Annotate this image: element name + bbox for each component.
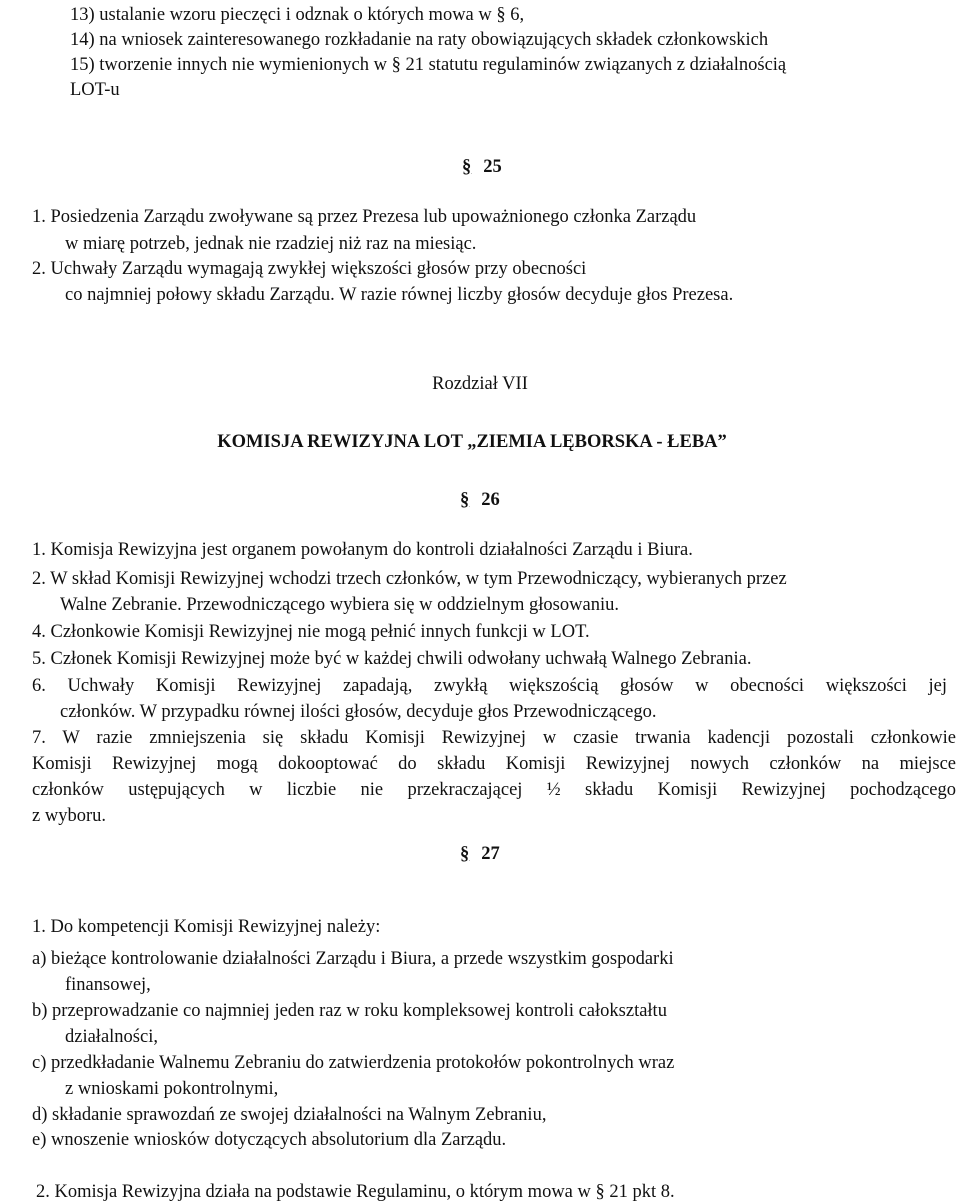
list-item-c-continuation: z wnioskami pokontrolnymi,	[65, 1079, 279, 1099]
paragraph-26-2: 2. W skład Komisji Rewizyjnej wchodzi trzech członków, w tym Przewodniczący, wybieranych przez	[32, 569, 787, 589]
paragraph-26-7-line4: z wyboru.	[32, 806, 106, 826]
section-heading-25	[462, 155, 502, 179]
paragraph-26-1: 1. Komisja Rewizyjna jest organem powołanym do kontroli działalności Zarządu i Biura.	[32, 540, 693, 560]
paragraph-25-1: 1. Posiedzenia Zarządu zwoływane są przez Prezesa lub upoważnionego członka Zarządu	[32, 207, 697, 227]
section-symbol: §	[460, 490, 470, 510]
chapter-title: Rozdział VII	[432, 374, 528, 394]
paragraph-27-intro: 1. Do kompetencji Komisji Rewizyjnej należy:	[32, 917, 381, 937]
paragraph-26-7-line2: Komisji Rewizyjnej mogą dokooptować do składu Komisji Rewizyjnej nowych członków na miejsce	[32, 754, 956, 774]
list-item-14: 14) na wniosek zainteresowanego rozkładanie na raty obowiązujących składek członkowskich	[70, 30, 769, 50]
list-item-13: 13) ustalanie wzoru pieczęci i odznak o których mowa w § 6,	[70, 5, 525, 25]
section-number: 26	[481, 490, 500, 510]
paragraph-26-2-continuation: Walne Zebranie. Przewodniczącego wybiera się w oddzielnym głosowaniu.	[60, 595, 619, 615]
section-heading-27	[460, 842, 500, 866]
list-item-15: 15) tworzenie innych nie wymienionych w § 21 statutu regulaminów związanych z działalnością	[70, 55, 787, 75]
list-item-c: c) przedkładanie Walnemu Zebraniu do zatwierdzenia protokołów pokontrolnych wraz	[32, 1053, 675, 1073]
paragraph-26-6-continuation: członków. W przypadku równej ilości głosów, decyduje głos Przewodniczącego.	[60, 702, 657, 722]
list-item-d: d) składanie sprawozdań ze swojej działalności na Walnym Zebraniu,	[32, 1105, 547, 1125]
paragraph-25-2: 2. Uchwały Zarządu wymagają zwykłej większości głosów przy obecności	[32, 259, 587, 279]
list-item-e: e) wnoszenie wniosków dotyczących absolutorium dla Zarządu.	[32, 1130, 507, 1150]
list-item-15-continuation: LOT-u	[70, 80, 120, 100]
chapter-subtitle: KOMISJA REWIZYJNA LOT „ZIEMIA LĘBORSKA - ŁEBA”	[217, 432, 727, 452]
list-item-a: a) bieżące kontrolowanie działalności Zarządu i Biura, a przede wszystkim gospodarki	[32, 949, 674, 969]
section-number: 27	[481, 844, 500, 864]
section-heading-26	[460, 488, 500, 512]
paragraph-25-1-continuation: w miarę potrzeb, jednak nie rzadziej niż raz na miesiąc.	[65, 234, 477, 254]
paragraph-25-2-continuation: co najmniej połowy składu Zarządu. W razie równej liczby głosów decyduje głos Prezesa.	[65, 285, 734, 305]
paragraph-27-2: 2. Komisja Rewizyjna działa na podstawie Regulaminu, o którym mowa w § 21 pkt 8.	[36, 1182, 675, 1202]
list-item-a-continuation: finansowej,	[65, 975, 151, 995]
paragraph-26-6: 6. Uchwały Komisji Rewizyjnej zapadają, zwykłą większością głosów w obecności większości jej	[32, 676, 947, 696]
paragraph-26-5: 5. Członek Komisji Rewizyjnej może być w każdej chwili odwołany uchwałą Walnego Zebrania.	[32, 649, 752, 669]
section-symbol: §	[460, 844, 470, 864]
paragraph-26-7: 7. W razie zmniejszenia się składu Komisji Rewizyjnej w czasie trwania kadencji pozostali członkowie	[32, 728, 956, 748]
paragraph-26-4: 4. Członkowie Komisji Rewizyjnej nie mogą pełnić innych funkcji w LOT.	[32, 622, 590, 642]
section-number: 25	[483, 157, 502, 177]
list-item-b: b) przeprowadzanie co najmniej jeden raz w roku kompleksowej kontroli całokształtu	[32, 1001, 667, 1021]
section-symbol: §	[462, 157, 472, 177]
paragraph-26-7-line3: członków ustępujących w liczbie nie przekraczającej ½ składu Komisji Rewizyjnej pochodzącego	[32, 780, 956, 800]
list-item-b-continuation: działalności,	[65, 1027, 158, 1047]
